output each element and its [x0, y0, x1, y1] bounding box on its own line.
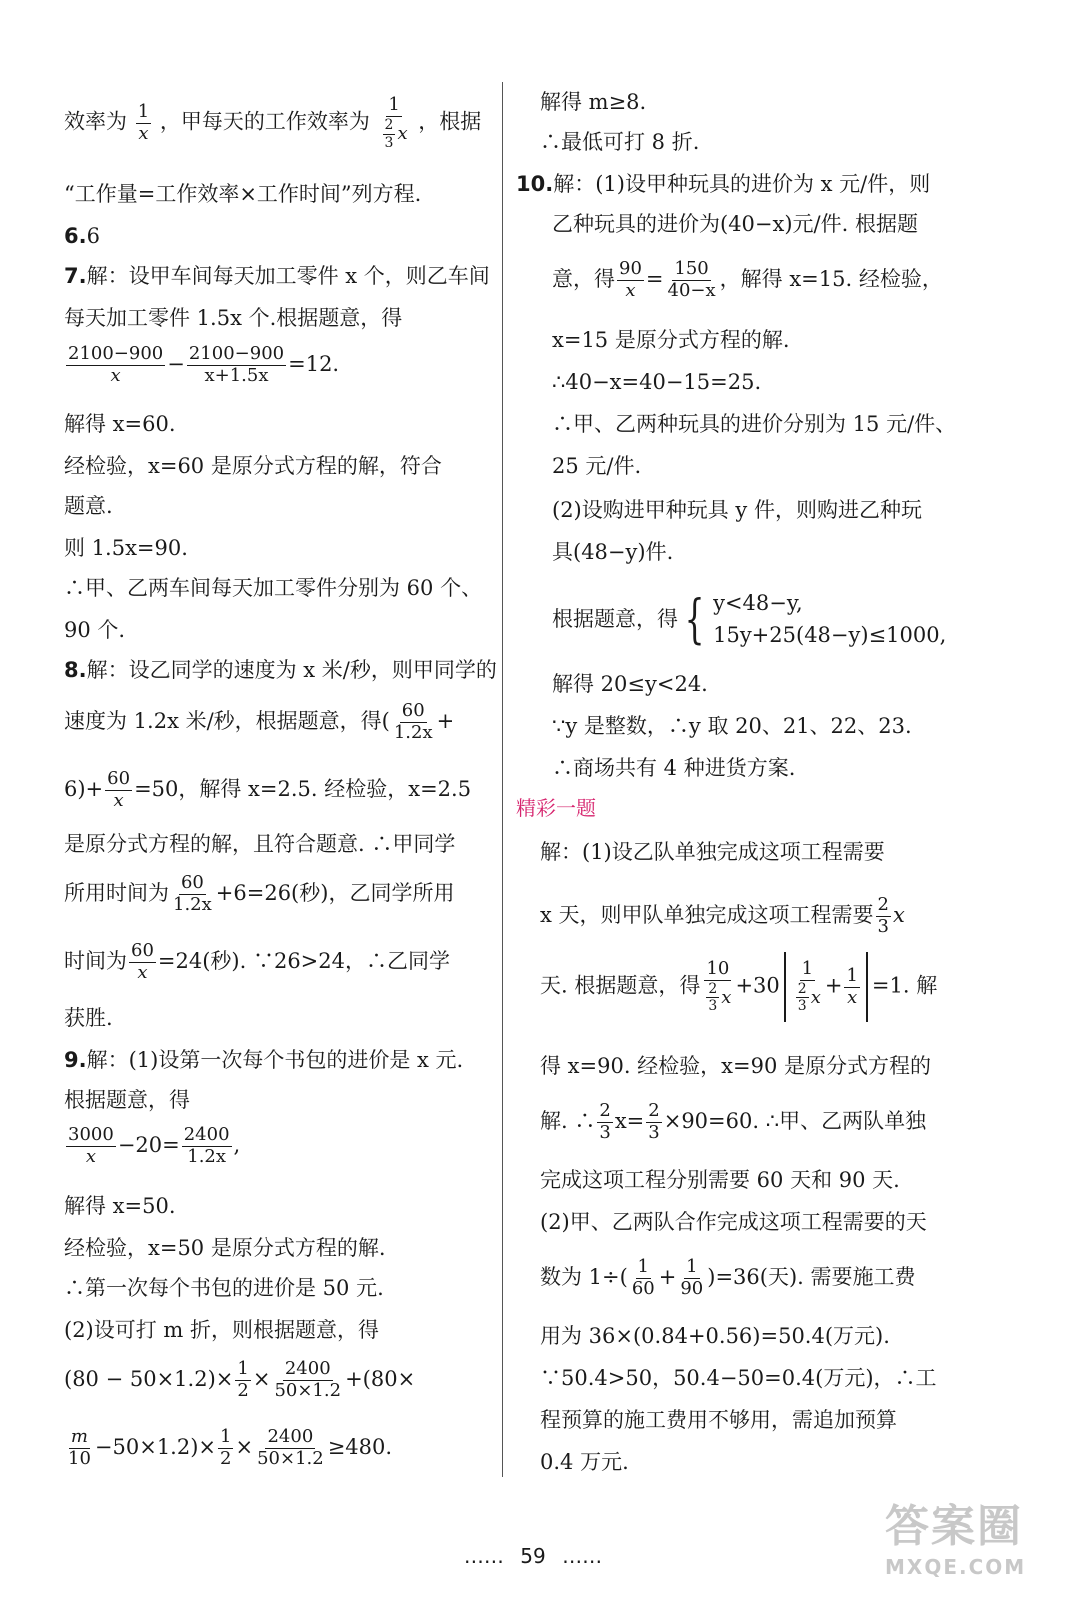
inequality: y<48−y,	[713, 591, 803, 615]
line	[516, 174, 930, 195]
text: ×90=60. ∴甲、乙两队单独	[663, 1108, 927, 1133]
text: 所用时间为	[64, 880, 169, 905]
text: (80 − 50×1.2)×	[64, 1366, 234, 1391]
fraction	[105, 770, 132, 811]
text: 时间为	[64, 948, 127, 973]
variable: x	[397, 123, 408, 145]
numerator: 2400	[284, 1358, 331, 1379]
line	[552, 260, 943, 301]
question-number: 10.	[516, 172, 554, 196]
line	[64, 96, 481, 150]
line	[64, 874, 454, 915]
fraction	[876, 896, 891, 937]
numerator: 60	[107, 768, 131, 789]
line: 完成这项工程分别需要 60 天和 90 天.	[540, 1168, 900, 1192]
denominator: 90	[680, 1277, 704, 1299]
line: “工作量=工作效率×工作时间”列方程.	[64, 182, 422, 206]
denominator: 3	[648, 1121, 660, 1143]
line: 解得 m≥8.	[540, 90, 647, 114]
numerator: 1	[237, 1358, 249, 1379]
line: 25 元/件.	[552, 454, 642, 478]
line: 题意.	[64, 494, 113, 518]
question-number: 8.	[64, 658, 87, 682]
text: 天. 根据题意，得	[540, 973, 701, 998]
denominator: 1.2x	[173, 893, 212, 915]
denominator: 50×1.2	[257, 1447, 324, 1469]
line: ∴第一次每个书包的进价是 50 元.	[64, 1276, 384, 1300]
line: 乙种玩具的进价为(40−x)元/件. 根据题	[552, 212, 918, 236]
text: +30	[735, 973, 780, 998]
section-heading: 精彩一题	[516, 796, 596, 820]
question-6	[64, 226, 100, 247]
line	[540, 1258, 916, 1299]
numerator: 2100−900	[68, 343, 164, 364]
denominator	[84, 1147, 98, 1167]
numerator: 2	[708, 980, 718, 997]
numerator: 10	[706, 957, 730, 979]
fraction	[702, 957, 733, 1015]
line: 解得 20≤y<24.	[552, 672, 708, 696]
denominator: 1.2x	[187, 1145, 227, 1167]
watermark-logo: 答案圈	[885, 1501, 1023, 1552]
line: 得 x=90. 经检验，x=90 是原分式方程的	[540, 1054, 932, 1078]
left-brace: {	[684, 589, 705, 650]
line: ∴甲、乙两车间每天加工零件分别为 60 个、	[64, 576, 483, 600]
line: 每天加工零件 1.5x 个.根据题意，得	[64, 306, 403, 330]
text: 速度为 1.2x 米/秒，根据题意，得(	[64, 708, 390, 733]
numerator: 60	[131, 940, 154, 961]
fraction	[66, 1126, 116, 1167]
equation	[64, 1126, 240, 1167]
numerator: 2400	[267, 1426, 314, 1447]
text: 解：(1)设甲种玩具的进价为 x 元/件，则	[553, 172, 931, 196]
line: ∵y 是整数，∴y 取 20、21、22、23.	[552, 714, 912, 738]
fraction	[187, 345, 286, 386]
denominator: 3	[877, 915, 889, 937]
fraction	[235, 1360, 250, 1401]
fraction	[379, 96, 410, 150]
line: (2)设可打 m 折，则根据题意，得	[64, 1318, 380, 1342]
text: 数为 1÷(	[540, 1264, 628, 1289]
numerator: 2400	[183, 1124, 230, 1145]
variable: x	[137, 961, 148, 983]
line: 经检验，x=50 是原分式方程的解.	[64, 1236, 386, 1260]
text: ×	[235, 1434, 254, 1459]
denominator	[112, 791, 126, 811]
fraction	[272, 1360, 343, 1401]
numerator: 2	[599, 1100, 611, 1121]
numerator: 2	[877, 894, 889, 915]
line: ∴商场共有 4 种进货方案.	[552, 756, 796, 780]
fraction	[66, 1428, 93, 1469]
text: 意，得	[552, 266, 615, 291]
denominator: 60	[631, 1277, 655, 1299]
denominator	[702, 981, 733, 1014]
fraction	[666, 260, 718, 301]
text: ，解得 x=15. 经检验，	[719, 266, 943, 291]
line: 是原分式方程的解，且符合题意. ∴甲同学	[64, 832, 456, 856]
line: ∴最低可打 8 折.	[540, 130, 700, 154]
system	[713, 588, 946, 651]
text: 解：设甲车间每天加工零件 x 个，则乙车间	[86, 264, 490, 288]
page-number: 59	[520, 1544, 546, 1568]
line	[540, 1102, 926, 1143]
variable: x	[892, 902, 905, 927]
variable: x	[113, 789, 124, 811]
fraction	[66, 345, 165, 386]
numerator: 90	[619, 258, 642, 279]
fraction	[792, 957, 823, 1015]
denominator: 2	[220, 1447, 232, 1469]
line	[540, 896, 905, 937]
question-number: 9.	[64, 1048, 87, 1072]
denominator: 40−x	[667, 279, 716, 301]
text: ，甲每天的工作效率为	[159, 109, 370, 134]
line: ∵50.4>50，50.4−50=0.4(万元)，∴工	[540, 1366, 937, 1390]
line: 根据题意，得	[64, 1088, 190, 1112]
fraction	[129, 942, 156, 983]
text: 解：(1)设第一次每个书包的进价是 x 元.	[86, 1048, 464, 1072]
numerator: 1	[686, 1256, 698, 1277]
right-bracket	[866, 952, 868, 1022]
numerator: 1	[388, 94, 400, 115]
text: ≥480.	[327, 1434, 393, 1459]
denominator: 2	[237, 1379, 249, 1401]
text: −50×1.2)×	[94, 1434, 217, 1459]
text: −20=	[117, 1132, 180, 1157]
line	[64, 660, 497, 681]
fraction	[678, 1258, 705, 1299]
watermark-url: MXQE.COM	[885, 1555, 1027, 1579]
line	[64, 266, 490, 287]
fraction	[706, 982, 719, 1014]
denominator: x+1.5x	[204, 364, 269, 386]
text: x=	[614, 1108, 645, 1133]
text: )=36(天). 需要施工费	[707, 1264, 916, 1289]
line: (2)设购进甲种玩具 y 件，则购进乙种玩	[552, 498, 922, 522]
numerator: 1	[801, 957, 814, 979]
variable: x	[847, 986, 858, 1008]
line: ∴甲、乙两种玩具的进价分别为 15 元/件、	[552, 412, 957, 436]
line: 具(48−y)件.	[552, 540, 674, 564]
text: 6)+	[64, 776, 104, 801]
text: +	[824, 973, 843, 998]
line: 用为 36×(0.84+0.56)=50.4(万元).	[540, 1324, 890, 1348]
numerator: 2	[797, 980, 807, 997]
denominator: 3	[708, 998, 718, 1015]
line: 解得 x=50.	[64, 1194, 176, 1218]
denominator	[792, 981, 823, 1014]
text: ,	[233, 1132, 241, 1157]
numerator: 1	[137, 100, 150, 122]
fraction	[392, 702, 435, 743]
text: 解. ∴	[540, 1108, 596, 1133]
variable: m	[70, 1426, 88, 1447]
text: +6=26(秒)，乙同学所用	[215, 880, 455, 905]
equation	[64, 1428, 392, 1469]
question-number: 6.	[64, 224, 87, 248]
denominator	[136, 124, 150, 144]
inequality: 15y+25(48−y)≤1000,	[713, 622, 947, 647]
denominator	[623, 281, 637, 301]
equation: $\frac{2100-900}{x}$ − $\frac{2100-900}{x+1.5x}$ =12.	[68, 343, 340, 386]
line: 程预算的施工费用不够用，需追加预算	[540, 1408, 897, 1432]
line: 0.4 万元.	[540, 1450, 629, 1474]
fraction	[136, 100, 151, 144]
denominator	[845, 988, 859, 1008]
text: +	[658, 1264, 677, 1289]
fraction	[218, 1428, 233, 1469]
variable: x	[810, 986, 821, 1008]
numerator: 2	[648, 1100, 660, 1121]
text: +	[436, 708, 455, 733]
numerator: 2	[384, 116, 394, 133]
numerator: 1	[220, 1426, 232, 1447]
text: 根据题意，得	[552, 607, 678, 631]
text: =50，解得 x=2.5. 经检验，x=2.5	[134, 776, 472, 801]
text: 解：设乙同学的速度为 x 米/秒，则甲同学的	[86, 658, 497, 682]
answer: 6	[86, 224, 100, 248]
variable: x	[85, 1145, 96, 1167]
fraction	[383, 118, 396, 150]
watermark	[885, 1501, 1055, 1595]
text: =24(秒). ∵26>24，∴乙同学	[157, 948, 450, 973]
fraction	[844, 964, 859, 1008]
system-of-inequalities	[552, 588, 946, 651]
numerator: 150	[674, 258, 709, 279]
denominator: 3	[384, 134, 394, 151]
line	[64, 770, 471, 811]
text: 效率为	[64, 109, 127, 134]
equation	[64, 1360, 415, 1401]
fraction	[796, 982, 809, 1014]
line: 获胜.	[64, 1006, 113, 1030]
denominator	[109, 366, 123, 386]
numerator: 2100−900	[188, 343, 285, 364]
line	[64, 1050, 463, 1071]
fraction	[646, 1102, 661, 1143]
line: 经检验，x=60 是原分式方程的解，符合	[64, 454, 442, 478]
fraction	[182, 1126, 232, 1167]
line: x=15 是原分式方程的解.	[552, 328, 790, 352]
fraction	[597, 1102, 612, 1143]
numerator: 60	[401, 700, 425, 721]
equation	[540, 952, 937, 1022]
line: 解：(1)设乙队单独完成这项工程需要	[540, 840, 885, 864]
fraction	[255, 1428, 326, 1469]
line	[64, 702, 454, 743]
line: (2)甲、乙两队合作完成这项工程需要的天	[540, 1210, 927, 1234]
text: =1. 解	[871, 973, 938, 998]
text: ，根据	[418, 109, 482, 134]
denominator: 3	[797, 998, 807, 1015]
denominator: 1.2x	[393, 721, 433, 743]
fraction	[630, 1258, 657, 1299]
text: x 天，则甲队单独完成这项工程需要	[540, 902, 874, 927]
fraction	[171, 874, 214, 915]
left-bracket	[784, 952, 786, 1022]
denominator: 10	[68, 1447, 91, 1469]
dots: ……	[463, 1544, 504, 1568]
numerator: 3000	[68, 1124, 114, 1145]
line	[64, 942, 450, 983]
numerator	[69, 1428, 90, 1449]
line: ∴40−x=40−15=25.	[552, 370, 762, 394]
variable: x	[138, 122, 149, 144]
text: ×	[252, 1366, 271, 1391]
line: 90 个.	[64, 618, 126, 642]
denominator: 3	[599, 1121, 611, 1143]
numerator: 1	[846, 964, 858, 986]
denominator	[379, 117, 410, 150]
line: 解得 x=60.	[64, 412, 176, 436]
numerator: 1	[637, 1256, 649, 1277]
question-number: 7.	[64, 264, 87, 288]
variable: x	[721, 986, 732, 1008]
denominator	[135, 963, 149, 983]
denominator: 50×1.2	[274, 1379, 342, 1401]
fraction	[617, 260, 644, 301]
column-divider	[502, 82, 503, 1477]
line: 则 1.5x=90.	[64, 536, 188, 560]
numerator: 60	[180, 872, 204, 893]
text: +(80×	[345, 1366, 416, 1391]
variable: x	[110, 364, 121, 386]
text: =	[645, 266, 664, 291]
dots: ……	[562, 1544, 603, 1568]
variable: x	[625, 279, 636, 301]
